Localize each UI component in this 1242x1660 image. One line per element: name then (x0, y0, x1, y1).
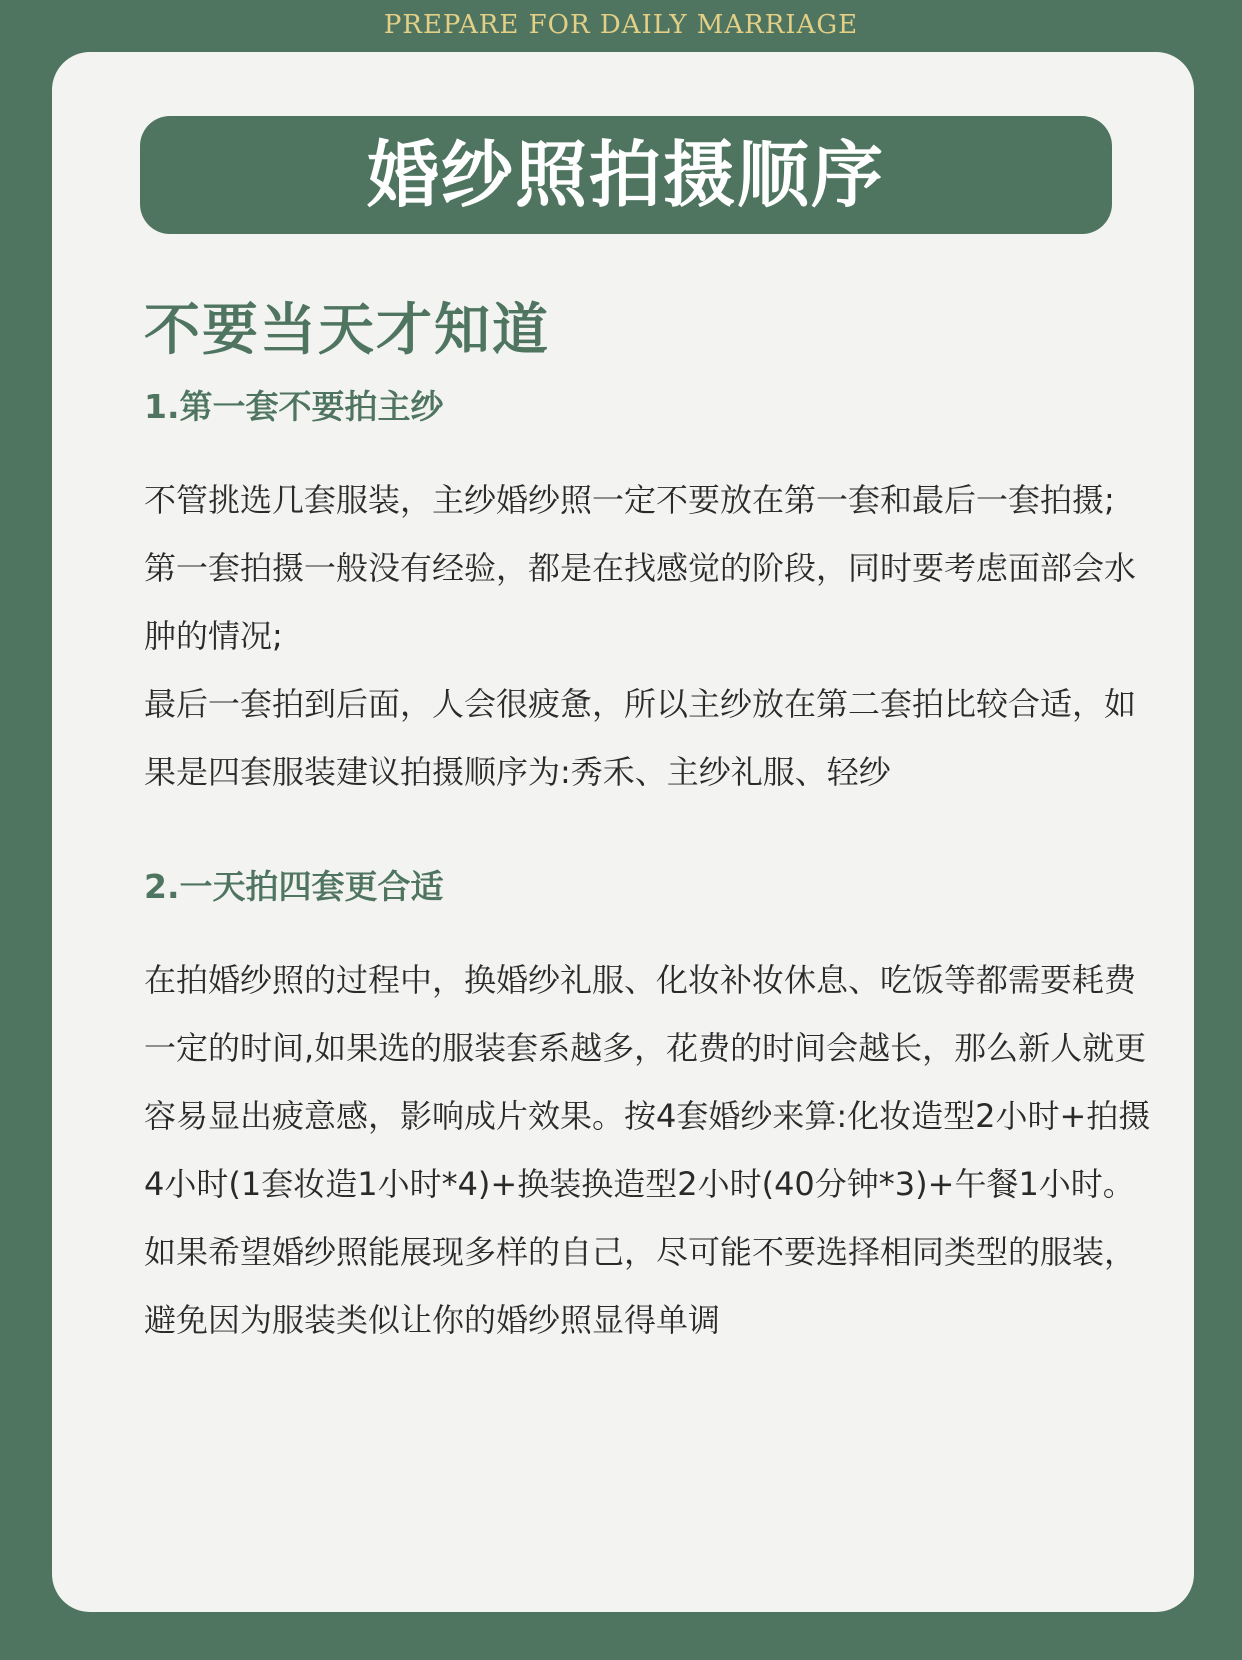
top-banner-text: PREPARE FOR DAILY MARRIAGE (383, 10, 859, 40)
page-subtitle: 不要当天才知道 (144, 298, 550, 363)
content-card (52, 52, 1194, 1612)
section-heading-1: 1.第一套不要拍主纱 (144, 387, 444, 426)
section-heading-2: 2.一天拍四套更合适 (144, 867, 444, 906)
article-body (144, 382, 1164, 1354)
section-1-paragraph-2: 第一套拍摄一般没有经验，都是在找感觉的阶段，同时要考虑面部会水肿的情况; (144, 549, 1137, 655)
section-1-paragraph-1: 不管挑选几套服装，主纱婚纱照一定不要放在第一套和最后一套拍摄; (144, 481, 1115, 519)
page-title: 婚纱照拍摄顺序 (140, 116, 1112, 234)
section-2-paragraph-1: 在拍婚纱照的过程中，换婚纱礼服、化妆补妆休息、吃饭等都需要耗费一定的时间,如果选的服装套系越多，花费的时间会越长，那么新人就更容易显出疲意感，影响成片效果。按4套婚纱来算:化妆造型2小时+拍摄4小时(1套妆造1小时*4)+换装换造型2小时(40分钟*3)+午餐1小时。 (144, 961, 1151, 1203)
section-2-paragraph-2: 如果希望婚纱照能展现多样的自己，尽可能不要选择相同类型的服装，避免因为服装类似让你的婚纱照显得单调 (144, 1233, 1137, 1339)
section-1-paragraph-3: 最后一套拍到后面，人会很疲惫，所以主纱放在第二套拍比较合适，如果是四套服装建议拍摄顺序为:秀禾、主纱礼服、轻纱 (144, 685, 1137, 791)
